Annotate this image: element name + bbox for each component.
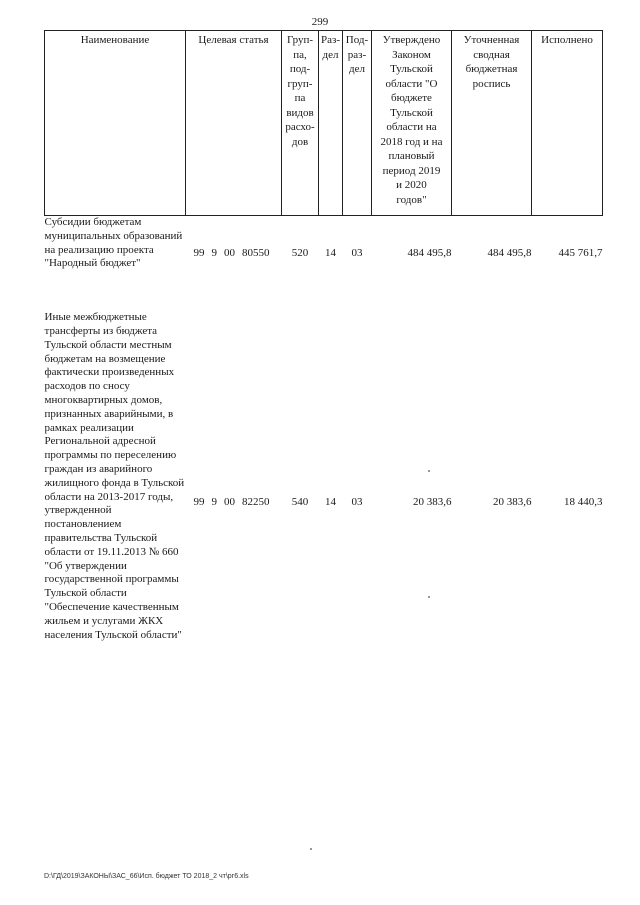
row-section: 14: [325, 496, 336, 509]
row-spacer: [45, 271, 603, 311]
table-row: [45, 311, 603, 642]
row-group: 540: [291, 496, 309, 509]
scan-speck: [310, 848, 312, 850]
header-name: Наименование: [45, 31, 186, 216]
header-target-article: Целевая статья: [186, 31, 282, 216]
row-subsection: 03: [351, 247, 363, 259]
row-target-article: [186, 311, 282, 642]
file-path-footer: D:\ГД\2019\ЗАКОНЫ\ЗАС_66\Исп. бюджет ТО 2018_2 чт\рг6.xls: [44, 873, 249, 880]
code-part: 00: [224, 496, 235, 509]
row-executed: 18 440,3: [564, 496, 603, 509]
header-group: Груп- па, под- груп- па видов расхо- дов: [282, 31, 319, 216]
header-refined: Уточненная сводная бюджетная роспись: [452, 31, 532, 216]
scan-speck: [428, 596, 430, 598]
row-name: Иные межбюджетные трансферты из бюджета Тульской области местным бюджетам на возмещение фактически произведенных расходов по сносу многоквартирных домов, признанных аварийными, в рамках реализации Региональной адресной программы по переселению граждан из аварийного жилищного фонда в Тульской области на 2013-2017 годы, утвержденной постановлением правительства Тульской области от 19.11.2013 № 660 "Об утверждении государственной программы Тульской области "Обеспечение качественным жильем и услугами ЖКХ населения Тульской области": [44, 311, 185, 641]
row-refined: 484 495,8: [487, 247, 532, 259]
row-approved: 20 383,6: [413, 496, 452, 509]
row-target-article: [186, 216, 282, 272]
table-header-row: [45, 31, 603, 216]
row-name: Субсидии бюджетам муниципальных образований на реализацию проекта "Народный бюджет": [44, 216, 183, 270]
code-part: 80550: [242, 247, 270, 259]
code-part: 99: [193, 496, 205, 509]
code-part: 9: [211, 247, 217, 259]
header-section: Раз- дел: [319, 31, 343, 216]
header-executed: Исполнено: [532, 31, 603, 216]
header-subsection: Под- раз- дел: [343, 31, 372, 216]
row-refined: 20 383,6: [493, 496, 532, 509]
row-subsection: 03: [351, 496, 363, 509]
row-section: 14: [325, 247, 336, 259]
row-group: 520: [291, 247, 309, 259]
header-approved: Утверждено Законом Тульской области "О бюджете Тульской области на 2018 год и на плановый период 2019 и 2020 годов": [372, 31, 452, 216]
code-part: 9: [211, 496, 217, 509]
row-approved: 484 495,8: [407, 247, 452, 259]
row-executed: 445 761,7: [558, 247, 603, 259]
table-row: [45, 216, 603, 272]
code-part: 00: [224, 247, 235, 259]
code-part: 99: [193, 247, 205, 259]
page-number: 299: [311, 16, 329, 28]
scan-speck: [428, 470, 430, 472]
budget-table: [44, 30, 603, 642]
code-part: 82250: [242, 496, 270, 509]
